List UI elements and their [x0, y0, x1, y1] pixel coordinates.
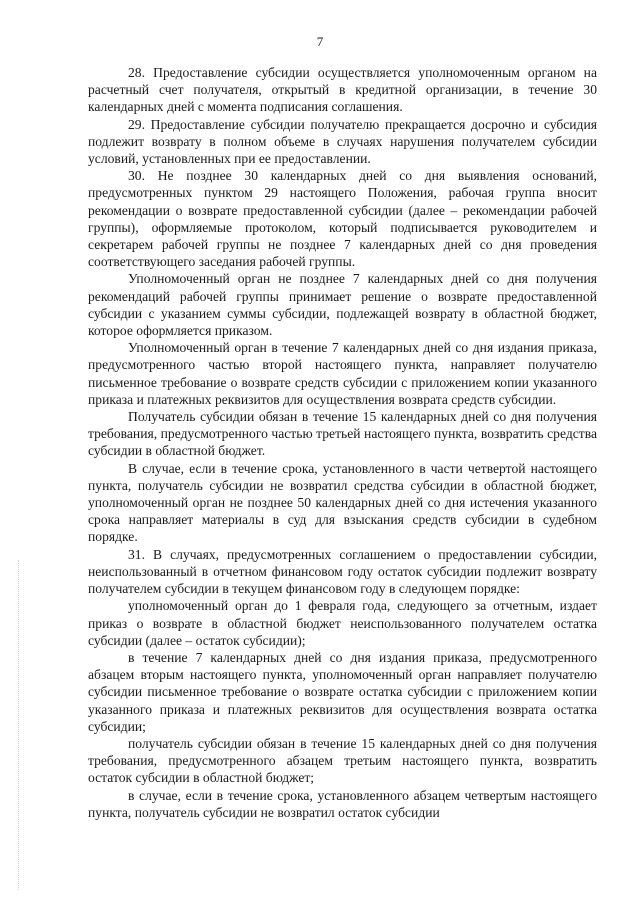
paragraph-31-item-1: уполномоченный орган до 1 февраля года, следующего за отчетным, издает приказ о возврате в областной бюджет неиспользованного получателем остатка субсидии (далее – остаток субсидии);: [88, 598, 597, 648]
margin-dotted-line: [18, 560, 20, 890]
paragraph-31-item-3: получатель субсидии обязан в течение 15 календарных дней со дня получения требования, предусмотренного абзацем третьим настоящего пункта, возвратить остаток субсидии в областной бюджет;: [88, 735, 597, 786]
paragraph-31-item-2: в течение 7 календарных дней со дня издания приказа, предусмотренного абзацем вторым настоящего пункта, уполномоченный орган направляет получателю субсидии письменное требование о возврате остатка субсидии с приложением копии указанного приказа и платежных реквизитов для осуществления возврата остатка субсидии;: [88, 649, 597, 734]
paragraph-28: 28. Предоставление субсидии осуществляется уполномоченным органом на расчетный счет получателя, открытый в кредитной организации, в течение 30 календарных дней с момента подписания соглашения.: [88, 65, 597, 115]
paragraph-30-part-5: В случае, если в течение срока, установленного в части четвертой настоящего пункта, получатель субсидии не возвратил средства субсидии в областной бюджет, уполномоченный орган не позднее 50 календарных дней со дня истечения указанного срока направляет материалы в суд для взыскания средств субсидии в судебном порядке.: [88, 460, 597, 545]
paragraph-30-part-2: Уполномоченный орган не позднее 7 календарных дней со дня получения рекомендаций рабочей группы принимает решение о возврате предоставленной субсидии с указанием суммы субсидии, подлежащей возврату в областной бюджет, которое оформляется приказом.: [88, 271, 597, 339]
page-number: 7: [316, 34, 324, 49]
paragraph-30: 30. Не позднее 30 календарных дней со дня выявления оснований, предусмотренных пунктом 29 настоящего Положения, рабочая группа вносит рекомендации о возврате предоставленной субсидии (далее – рекомендации рабочей группы), оформляемые протоколом, который подписывается руководителем и секретарем рабочей группы не позднее 7 календарных дней со дня проведения соответствующего заседания рабочей группы.: [88, 168, 597, 270]
paragraph-30-part-4: Получатель субсидии обязан в течение 15 календарных дней со дня получения требования, предусмотренного частью третьей настоящего пункта, возвратить средства субсидии в областной бюджет.: [88, 409, 597, 459]
document-body: [88, 64, 597, 821]
paragraph-31-item-4: в случае, если в течение срока, установленного абзацем четвертым настоящего пункта, получатель субсидии не возвратил остаток субсидии: [88, 787, 597, 820]
paragraph-29: 29. Предоставление субсидии получателю прекращается досрочно и субсидия подлежит возврату в полном объеме в случаях нарушения получателем субсидии условий, установленных при ее предоставлении.: [88, 116, 597, 167]
paragraph-30-part-3: Уполномоченный орган в течение 7 календарных дней со дня издания приказа, предусмотренного частью второй настоящего пункта, направляет получателю письменное требование о возврате средств субсидии с приложением копии указанного приказа и платежных реквизитов для осуществления возврата средств субсидии.: [88, 340, 597, 407]
paragraph-31: 31. В случаях, предусмотренных соглашением о предоставлении субсидии, неиспользованный в отчетном финансовом году остаток субсидии подлежит возврату получателем субсидии в текущем финансовом году в следующем порядке:: [88, 546, 597, 597]
